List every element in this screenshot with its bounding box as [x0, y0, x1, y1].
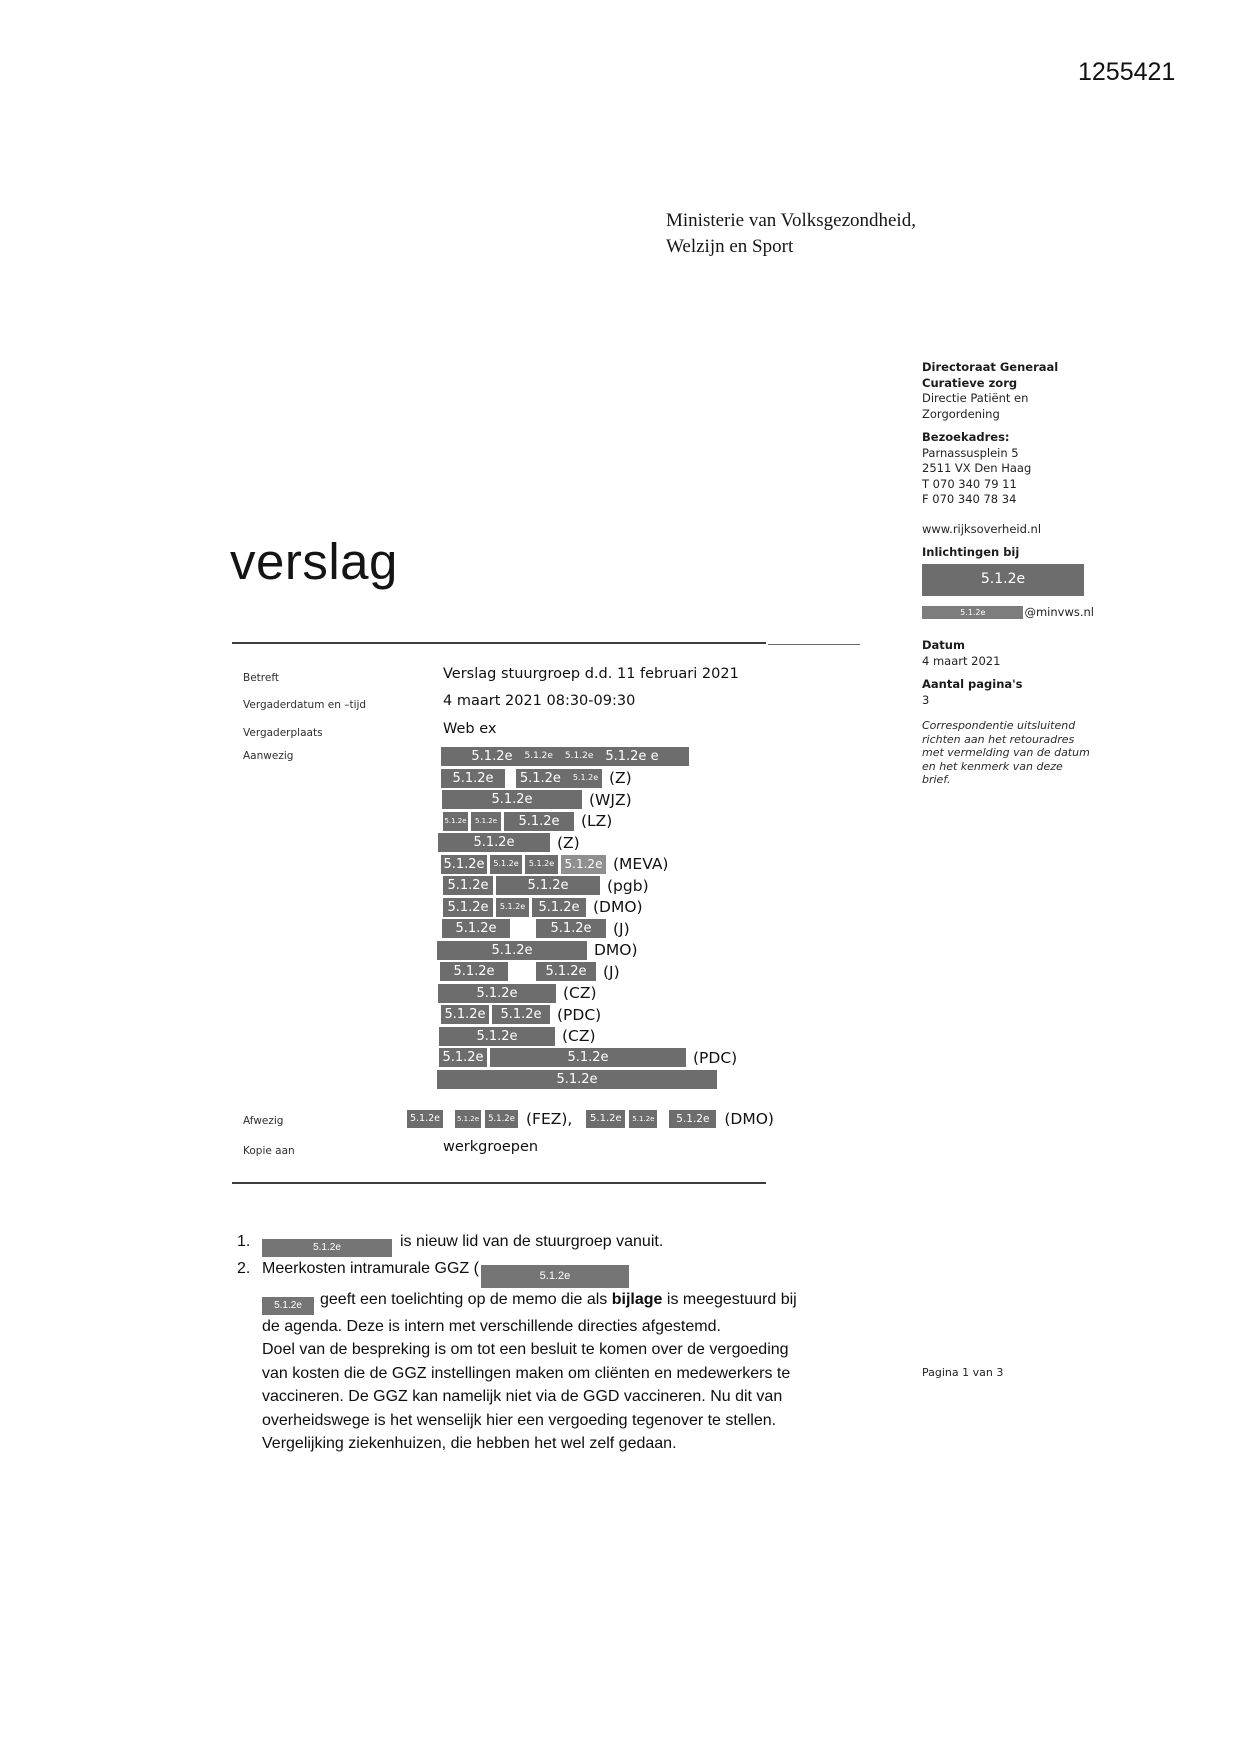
redaction-block: 5.1.2e	[485, 1110, 518, 1128]
redaction-row	[443, 876, 737, 895]
item-number: 1.	[237, 1233, 251, 1250]
attendee-affiliation: (LZ)	[581, 812, 613, 830]
afwezig-label: Afwezig	[243, 1115, 284, 1127]
vergaderplaats-label: Vergaderplaats	[243, 727, 323, 739]
redaction-row	[439, 1027, 737, 1046]
ministry-header	[666, 208, 916, 260]
redaction-block: 5.1.2e	[525, 855, 558, 874]
redaction-row	[443, 898, 737, 917]
redaction-row	[442, 919, 737, 938]
item-text: is nieuw lid van de stuurgroep vanuit.	[400, 1233, 664, 1250]
kopie-value: werkgroepen	[443, 1139, 539, 1155]
redaction-row	[438, 984, 737, 1003]
page-count-label: Aantal pagina's	[922, 677, 1023, 691]
item-text: Meerkosten intramurale GGZ (	[262, 1259, 479, 1277]
date-label: Datum	[922, 638, 965, 652]
directorate-subtitle: Directie Patiënt en Zorgordening	[922, 391, 1029, 421]
betreft-label: Betreft	[243, 672, 279, 684]
spacer	[511, 971, 533, 972]
redaction-block: 5.1.2e 5.1.2e	[516, 769, 602, 788]
aanwezig-redactions	[437, 747, 737, 1091]
list-item	[237, 1257, 815, 1456]
item-content	[262, 1230, 815, 1257]
redaction-block: 5.1.2e	[490, 855, 522, 874]
redaction-block: 5.1.2e	[441, 769, 505, 788]
item-number: 2.	[237, 1259, 251, 1277]
visit-address-label: Bezoekadres:	[922, 430, 1010, 444]
directorate-title: Directoraat Generaal Curatieve zorg	[922, 360, 1059, 390]
divider-top	[232, 642, 766, 644]
spacer	[576, 1119, 582, 1120]
redaction-block: 5.1.2e	[440, 962, 508, 981]
list-item	[237, 1230, 815, 1257]
page-count-value: 3	[922, 692, 930, 707]
redaction-row	[441, 747, 737, 766]
sidebar	[922, 360, 1094, 787]
address-street: Parnassusplein 5	[922, 445, 1019, 460]
redaction-row	[443, 812, 737, 831]
redaction-block: 5.1.2e	[437, 1070, 717, 1089]
redaction-row	[439, 1048, 737, 1067]
redaction-block: 5.1.2e	[629, 1110, 657, 1128]
attendee-affiliation: (CZ)	[562, 1027, 596, 1045]
item-paragraph: Doel van de bespreking is om tot een besluit te komen over de vergoeding van kosten die de GGZ instellingen maken om cliënten en medewerkers te vaccineren. De GGZ kan namelijk niet via de GGD vaccineren. Nu dit van overheidswege is het wenselijk hier een vergoeding tegenover te stellen. Vergelijking ziekenhuizen, die hebben het wel zelf gedaan.	[262, 1341, 791, 1453]
redaction-block: 5.1.2e	[561, 855, 606, 874]
address-city: 2511 VX Den Haag	[922, 461, 1032, 475]
redaction-block: 5.1.2e	[262, 1239, 392, 1257]
redaction-block: 5.1.2e	[441, 855, 487, 874]
kopie-label: Kopie aan	[243, 1145, 295, 1157]
redaction-block: 5.1.2e	[496, 898, 529, 917]
spacer	[513, 928, 533, 929]
email-row	[922, 605, 1094, 621]
redaction-block: 5.1.2e	[442, 790, 582, 809]
redaction-block: 5.1.2e	[441, 1005, 489, 1024]
attendee-affiliation: (PDC)	[557, 1005, 602, 1024]
attendee-affiliation: (WJZ)	[589, 790, 632, 809]
divider-bottom	[232, 1182, 766, 1184]
redaction-block: 5.1.2e	[504, 812, 574, 831]
afwezig-redactions	[407, 1110, 774, 1131]
attendee-affiliation: DMO)	[594, 941, 638, 959]
redaction-row	[407, 1110, 774, 1128]
redaction-block: 5.1.2e	[669, 1110, 716, 1128]
redaction-block: 5.1.2e	[437, 941, 587, 960]
redaction-row	[437, 941, 737, 960]
attendee-affiliation: (DMO)	[593, 898, 643, 916]
redaction-block: 5.1.2e	[532, 898, 586, 917]
redaction-block: 5.1.2e	[586, 1110, 625, 1128]
website-link: www.rijksoverheid.nl	[922, 521, 1042, 536]
item-line	[262, 1257, 815, 1288]
redaction-block: 5.1.2e	[438, 984, 556, 1003]
minutes-list	[237, 1230, 815, 1456]
redaction-block: 5.1.2e	[922, 564, 1084, 596]
attendee-affiliation: (J)	[613, 919, 630, 938]
phone-number: T 070 340 79 11	[922, 476, 1017, 491]
redaction-block: 5.1.2e	[443, 812, 468, 831]
redaction-row	[441, 855, 737, 874]
betreft-value: Verslag stuurgroep d.d. 11 februari 2021	[443, 666, 739, 682]
redaction-block: 5.1.2e	[438, 833, 550, 852]
redaction-block: 5.1.2e	[492, 1005, 550, 1024]
fax-number: F 070 340 78 34	[922, 492, 1017, 506]
redaction-block: 5.1.2e	[443, 898, 493, 917]
redaction-row	[442, 790, 737, 809]
attendee-affiliation: (FEZ),	[526, 1110, 573, 1128]
item-text: geeft een toelichting op de memo die als	[320, 1291, 612, 1308]
redaction-block: 5.1.2e	[407, 1110, 443, 1128]
redaction-block: 5.1.2e	[455, 1110, 481, 1128]
page-title: verslag	[230, 533, 398, 590]
attendee-affiliation: (MEVA)	[613, 855, 669, 873]
item-text-bold: bijlage	[611, 1291, 663, 1308]
ministry-line1: Ministerie van Volksgezondheid,	[666, 210, 916, 231]
attendee-affiliation: (pgb)	[607, 876, 649, 895]
aanwezig-label: Aanwezig	[243, 750, 294, 762]
redaction-block: 5.1.2e	[442, 919, 510, 938]
spacer	[508, 778, 513, 779]
contact-label: Inlichtingen bij	[922, 545, 1020, 559]
redaction-block: 5.1.2e	[471, 812, 501, 831]
redaction-block: 5.1.2e	[536, 962, 596, 981]
redaction-block: 5.1.2e	[443, 876, 493, 895]
redaction-row	[441, 769, 737, 788]
redaction-row	[437, 1070, 737, 1089]
document-number: 1255421	[1078, 58, 1176, 86]
attendee-affiliation: (PDC)	[693, 1048, 738, 1067]
redaction-block: 5.1.2e	[922, 606, 1023, 619]
ministry-line2: Welzijn en Sport	[666, 236, 794, 257]
item-content	[262, 1257, 815, 1456]
attendee-affiliation: (DMO)	[724, 1110, 774, 1128]
attendee-affiliation: (Z)	[557, 833, 580, 852]
spacer	[661, 1119, 665, 1120]
redaction-row	[438, 833, 737, 852]
redaction-block: 5.1.2e	[481, 1265, 629, 1288]
email-domain: @minvws.nl	[1024, 604, 1094, 619]
date-value: 4 maart 2021	[922, 653, 1001, 668]
redaction-block: 5.1.2e	[536, 919, 606, 938]
redaction-block: 5.1.2e	[490, 1048, 686, 1067]
attendee-affiliation: (CZ)	[563, 984, 597, 1002]
spacer	[447, 1119, 451, 1120]
correspondence-note: Correspondentie uitsluitend richten aan het retouradres met vermelding van de datum en het kenmerk van deze brief.	[922, 719, 1090, 786]
redaction-row	[441, 1005, 737, 1024]
fold-mark	[768, 644, 860, 645]
redaction-block: 5.1.2e	[439, 1048, 487, 1067]
item-text: is meegestuurd bij de agenda. Deze is intern met verschillende directies afgestemd.	[262, 1291, 797, 1335]
vergaderplaats-value: Web ex	[443, 721, 497, 737]
redaction-block: 5.1.2e	[496, 876, 600, 895]
redaction-row	[440, 962, 737, 981]
redaction-block: 5.1.2e	[262, 1297, 314, 1315]
attendee-affiliation: (J)	[603, 962, 620, 981]
redaction-block: 5.1.2e 5.1.2e 5.1.2e 5.1.2e e	[441, 747, 689, 766]
vergaderdatum-label: Vergaderdatum en –tijd	[243, 699, 367, 711]
item-line	[262, 1288, 815, 1338]
page-indicator: Pagina 1 van 3	[922, 1366, 1004, 1379]
attendee-affiliation: (Z)	[609, 769, 632, 787]
vergaderdatum-value: 4 maart 2021 08:30-09:30	[443, 693, 636, 709]
redaction-block: 5.1.2e	[439, 1027, 555, 1046]
